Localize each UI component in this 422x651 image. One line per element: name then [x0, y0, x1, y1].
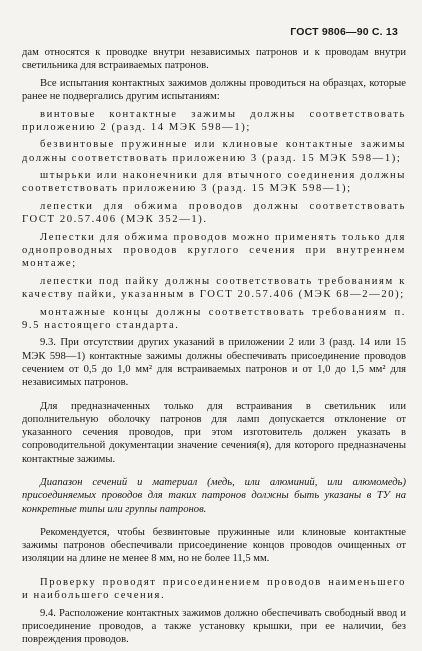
paragraph: 9.4. Расположение контактных зажимов должно обеспечивать свободный ввод и присоединение проводов, а также установку крышки, при ее наличии, без повреждения проводов.: [22, 607, 406, 646]
paragraph: Для предназначенных только для встраивания в светильник или дополнительную оболочку патронов для ламп допускается отклонение от указанного сечения проводов, при этом изготовитель должен указать в сопроводительной документации значение сечения(я), для которого предназначены контактные зажимы.: [22, 400, 406, 465]
paragraph: Диапазон сечений и материал (медь, или алюминий, или алюмомедь) присоединяемых проводов для таких патронов должны быть указаны в ТУ на конкретные типы или группы патронов.: [22, 477, 406, 515]
paragraph: Проверку проводят присоединением проводов наименьшего и наибольшего сечения.: [22, 576, 406, 602]
paragraph: 9.3. При отсутствии других указаний в приложении 2 или 3 (разд. 14 или 15 МЭК 598—1) контактные зажимы должны обеспечивать присоединение проводов сечением от 0,5 до 1,0 мм² для встраиваемых патронов и от 1,0 до 1,5 мм² для независимых патронов.: [22, 337, 406, 389]
paragraph: лепестки для обжима проводов должны соответствовать ГОСТ 20.57.406 (МЭК 352—1).: [22, 200, 406, 226]
paragraph: штырьки или наконечники для втычного соединения должны соответствовать приложению 3 (разд. 15 МЭК 598—1);: [22, 170, 406, 195]
paragraph: винтовые контактные зажимы должны соответствовать приложению 2 (разд. 14 МЭК 598—1);: [22, 108, 406, 133]
paragraph: безвинтовые пружинные или клиновые контактные зажимы должны соответствовать приложению 3 (разд. 15 МЭК 598—1);: [22, 139, 406, 164]
paragraph: Лепестки для обжима проводов можно применять только для однопроводных проводов круглого сечения при внутреннем монтаже;: [22, 231, 406, 270]
page-header: ГОСТ 9806—90 С. 13: [290, 26, 398, 38]
document-body: [22, 46, 406, 651]
paragraph: дам относятся к проводке внутри независимых патронов и к проводам внутри светильника для встраиваемых патронов.: [22, 47, 406, 72]
paragraph: лепестки под пайку должны соответствовать требованиям к качеству пайки, указанным в ГОСТ 20.57.406 (МЭК 68—2—20);: [22, 275, 406, 301]
paragraph: монтажные концы должны соответствовать требованиям п. 9.5 настоящего стандарта.: [22, 306, 406, 331]
paragraph: Все испытания контактных зажимов должны проводиться на образцах, которые ранее не подвергались другим испытаниям:: [22, 77, 406, 103]
paragraph: Рекомендуется, чтобы безвинтовые пружинные или клиновые контактные зажимы патронов обеспечивали присоединение концов проводов очищенных от изоляции на длине не менее 8 мм, но не более 11,5 мм.: [22, 526, 406, 565]
